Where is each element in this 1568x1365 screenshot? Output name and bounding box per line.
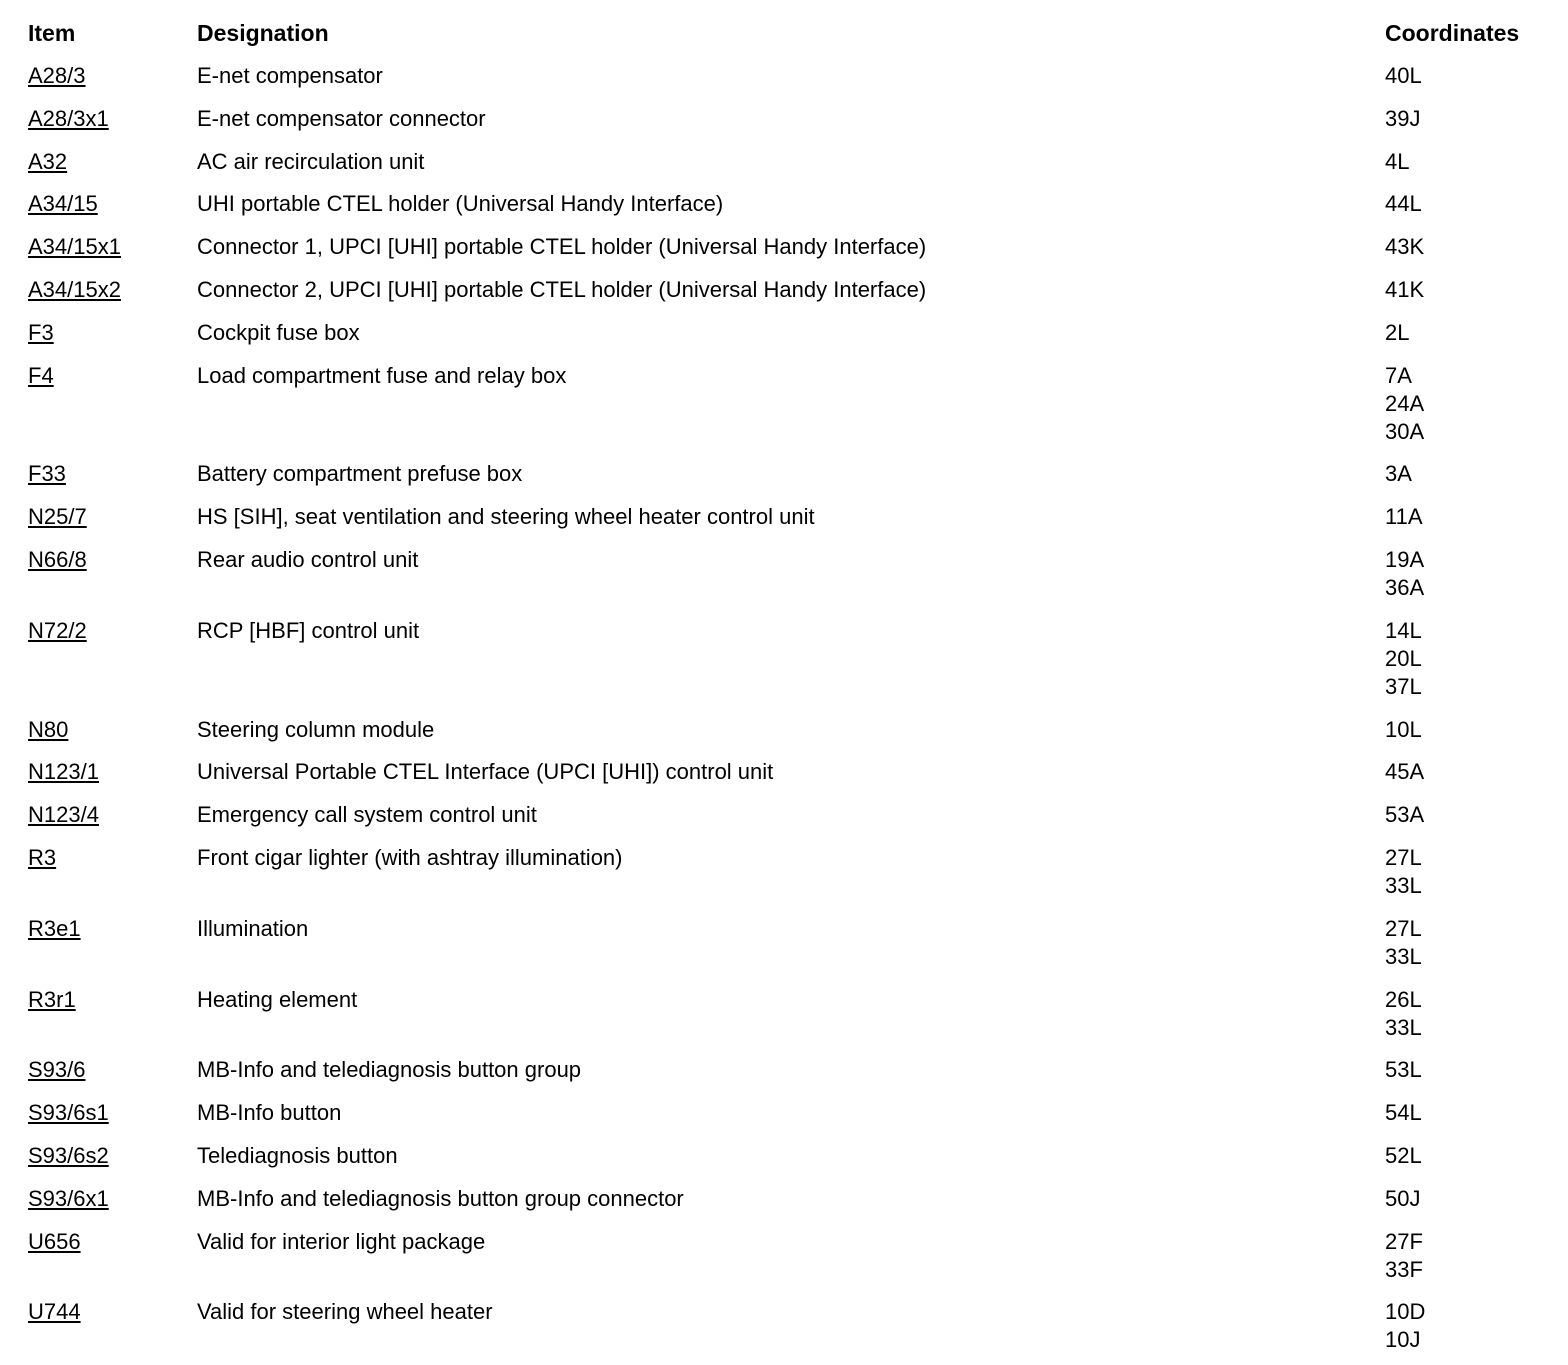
- table-row: [0, 229, 1568, 272]
- coordinates-cell: [1385, 276, 1424, 304]
- coordinate-value: 27L: [1385, 915, 1422, 941]
- table-row: [0, 1224, 1568, 1295]
- coordinate-value: 41K: [1385, 276, 1425, 302]
- coordinate-value: 33F: [1385, 1256, 1423, 1282]
- item-link[interactable]: U656: [28, 1228, 81, 1254]
- coordinates-cell: [1385, 844, 1422, 900]
- item-link[interactable]: N80: [28, 716, 69, 742]
- designation-text: Illumination: [197, 915, 309, 941]
- item-link[interactable]: N25/7: [28, 504, 87, 530]
- designation-text: AC air recirculation unit: [197, 148, 425, 174]
- coordinate-value: 43K: [1385, 234, 1425, 260]
- item-link[interactable]: S93/6s2: [28, 1142, 109, 1168]
- table-row: [0, 840, 1568, 911]
- table-header: [0, 0, 1568, 58]
- coordinates-cell: [1385, 105, 1420, 133]
- table-row: [0, 499, 1568, 542]
- designation-text: Connector 2, UPCI [UHI] portable CTEL holder (Universal Handy Interface): [197, 276, 927, 302]
- designation-text: MB-Info button: [197, 1100, 342, 1126]
- coordinates-cell: [1385, 1298, 1425, 1354]
- table-row: [0, 456, 1568, 499]
- coordinates-cell: [1385, 1228, 1423, 1284]
- coordinate-value: 45A: [1385, 759, 1425, 785]
- coordinates-cell: [1385, 503, 1423, 531]
- item-link[interactable]: S93/6s1: [28, 1100, 109, 1126]
- coordinate-value: 20L: [1385, 645, 1422, 671]
- coordinate-value: 39J: [1385, 105, 1421, 131]
- coordinate-value: 19A: [1385, 546, 1425, 572]
- item-link[interactable]: F4: [28, 362, 54, 388]
- table-row: [0, 358, 1568, 457]
- table-row: [0, 1052, 1568, 1095]
- table-row: [0, 712, 1568, 755]
- table-body: [0, 58, 1568, 1365]
- designation-text: Cockpit fuse box: [197, 319, 360, 345]
- coordinate-value: 54L: [1385, 1100, 1422, 1126]
- table-row: [0, 613, 1568, 712]
- coordinates-cell: [1385, 986, 1422, 1042]
- coordinate-value: 50J: [1385, 1185, 1421, 1211]
- coordinates-cell: [1385, 801, 1424, 829]
- designation-text: Emergency call system control unit: [197, 802, 537, 828]
- coordinates-cell: [1385, 233, 1424, 261]
- table-row: [0, 982, 1568, 1053]
- coordinate-value: 37L: [1385, 673, 1422, 699]
- coordinate-value: 44L: [1385, 191, 1422, 217]
- designation-text: Telediagnosis button: [197, 1142, 398, 1168]
- table-row: [0, 1138, 1568, 1181]
- item-link[interactable]: A28/3x1: [28, 105, 109, 131]
- coordinates-cell: [1385, 62, 1422, 90]
- item-link[interactable]: F3: [28, 319, 54, 345]
- header-coordinates: Coordinates: [1385, 20, 1520, 46]
- designation-text: Battery compartment prefuse box: [197, 461, 523, 487]
- table-row: [0, 1181, 1568, 1224]
- designation-text: Rear audio control unit: [197, 546, 419, 572]
- item-link[interactable]: N123/4: [28, 802, 99, 828]
- table-row: [0, 797, 1568, 840]
- coordinates-cell: [1385, 362, 1424, 446]
- coordinate-value: 27F: [1385, 1228, 1423, 1254]
- header-item: Item: [28, 20, 76, 46]
- table-row: [0, 911, 1568, 982]
- coordinates-cell: [1385, 1099, 1422, 1127]
- table-row: [0, 754, 1568, 797]
- designation-text: HS [SIH], seat ventilation and steering wheel heater control unit: [197, 504, 815, 530]
- designation-text: E-net compensator: [197, 63, 383, 88]
- coordinate-value: 2L: [1385, 319, 1410, 345]
- coordinate-value: 11A: [1385, 504, 1423, 530]
- item-link[interactable]: R3e1: [28, 915, 81, 941]
- designation-text: Valid for steering wheel heater: [197, 1299, 493, 1325]
- item-link[interactable]: A34/15x2: [28, 276, 121, 302]
- designation-text: RCP [HBF] control unit: [197, 617, 420, 643]
- coordinate-value: 53A: [1385, 802, 1425, 828]
- item-link[interactable]: A28/3: [28, 63, 86, 88]
- coordinates-cell: [1385, 1056, 1422, 1084]
- item-link[interactable]: R3: [28, 844, 57, 870]
- coordinates-cell: [1385, 460, 1412, 488]
- item-link[interactable]: N123/1: [28, 759, 99, 785]
- item-link[interactable]: A32: [28, 148, 68, 174]
- coordinate-value: 24A: [1385, 390, 1425, 416]
- item-link[interactable]: S93/6x1: [28, 1185, 109, 1211]
- coordinate-value: 26L: [1385, 986, 1422, 1012]
- coordinate-value: 33L: [1385, 943, 1422, 969]
- table-row: [0, 1294, 1568, 1365]
- item-link[interactable]: S93/6: [28, 1057, 86, 1083]
- table-row: [0, 101, 1568, 144]
- designation-text: MB-Info and telediagnosis button group: [197, 1057, 582, 1083]
- item-link[interactable]: A34/15: [28, 191, 98, 217]
- designation-text: Connector 1, UPCI [UHI] portable CTEL holder (Universal Handy Interface): [197, 234, 927, 260]
- table-row: [0, 1095, 1568, 1138]
- item-link[interactable]: U744: [28, 1299, 81, 1325]
- coordinates-cell: [1385, 1185, 1420, 1213]
- coordinate-value: 53L: [1385, 1057, 1422, 1083]
- designation-text: Steering column module: [197, 716, 435, 742]
- table-row: [0, 186, 1568, 229]
- coordinates-cell: [1385, 148, 1409, 176]
- coordinate-value: 3A: [1385, 461, 1412, 487]
- item-link[interactable]: N66/8: [28, 546, 87, 572]
- coordinates-cell: [1385, 1142, 1422, 1170]
- coordinate-value: 14L: [1385, 617, 1422, 643]
- table-row: [0, 542, 1568, 613]
- coordinate-value: 40L: [1385, 63, 1422, 88]
- coordinates-cell: [1385, 546, 1424, 602]
- coordinate-value: 30A: [1385, 418, 1425, 444]
- coordinate-value: 52L: [1385, 1142, 1422, 1168]
- table-row: [0, 315, 1568, 358]
- designation-text: Heating element: [197, 986, 358, 1012]
- coordinate-value: 4L: [1385, 148, 1410, 174]
- designation-text: Valid for interior light package: [197, 1228, 486, 1254]
- item-link[interactable]: R3r1: [28, 986, 76, 1012]
- coordinate-value: 27L: [1385, 844, 1422, 870]
- coordinates-cell: [1385, 915, 1422, 971]
- coordinates-cell: [1385, 319, 1409, 347]
- table-row: [0, 58, 1568, 101]
- item-link[interactable]: N72/2: [28, 617, 87, 643]
- designation-text: Load compartment fuse and relay box: [197, 362, 567, 388]
- coordinate-value: 7A: [1385, 362, 1412, 388]
- item-link[interactable]: F33: [28, 461, 66, 487]
- coordinates-cell: [1385, 617, 1422, 701]
- coordinate-value: 36A: [1385, 574, 1425, 600]
- coordinates-cell: [1385, 190, 1422, 218]
- table-row: [0, 272, 1568, 315]
- header-designation: Designation: [197, 20, 329, 46]
- designation-text: Front cigar lighter (with ashtray illumination): [197, 844, 623, 870]
- designation-text: E-net compensator connector: [197, 105, 486, 131]
- coordinate-value: 10D: [1385, 1299, 1426, 1325]
- coordinate-value: 33L: [1385, 872, 1422, 898]
- designation-text: MB-Info and telediagnosis button group connector: [197, 1185, 684, 1211]
- designation-text: Universal Portable CTEL Interface (UPCI [UHI]) control unit: [197, 759, 774, 785]
- designation-text: UHI portable CTEL holder (Universal Handy Interface): [197, 191, 724, 217]
- coordinates-cell: [1385, 716, 1422, 744]
- item-link[interactable]: A34/15x1: [28, 234, 121, 260]
- coordinate-value: 33L: [1385, 1014, 1422, 1040]
- table-row: [0, 144, 1568, 187]
- coordinate-value: 10L: [1385, 716, 1422, 742]
- coordinate-value: 10J: [1385, 1327, 1421, 1353]
- coordinates-cell: [1385, 758, 1424, 786]
